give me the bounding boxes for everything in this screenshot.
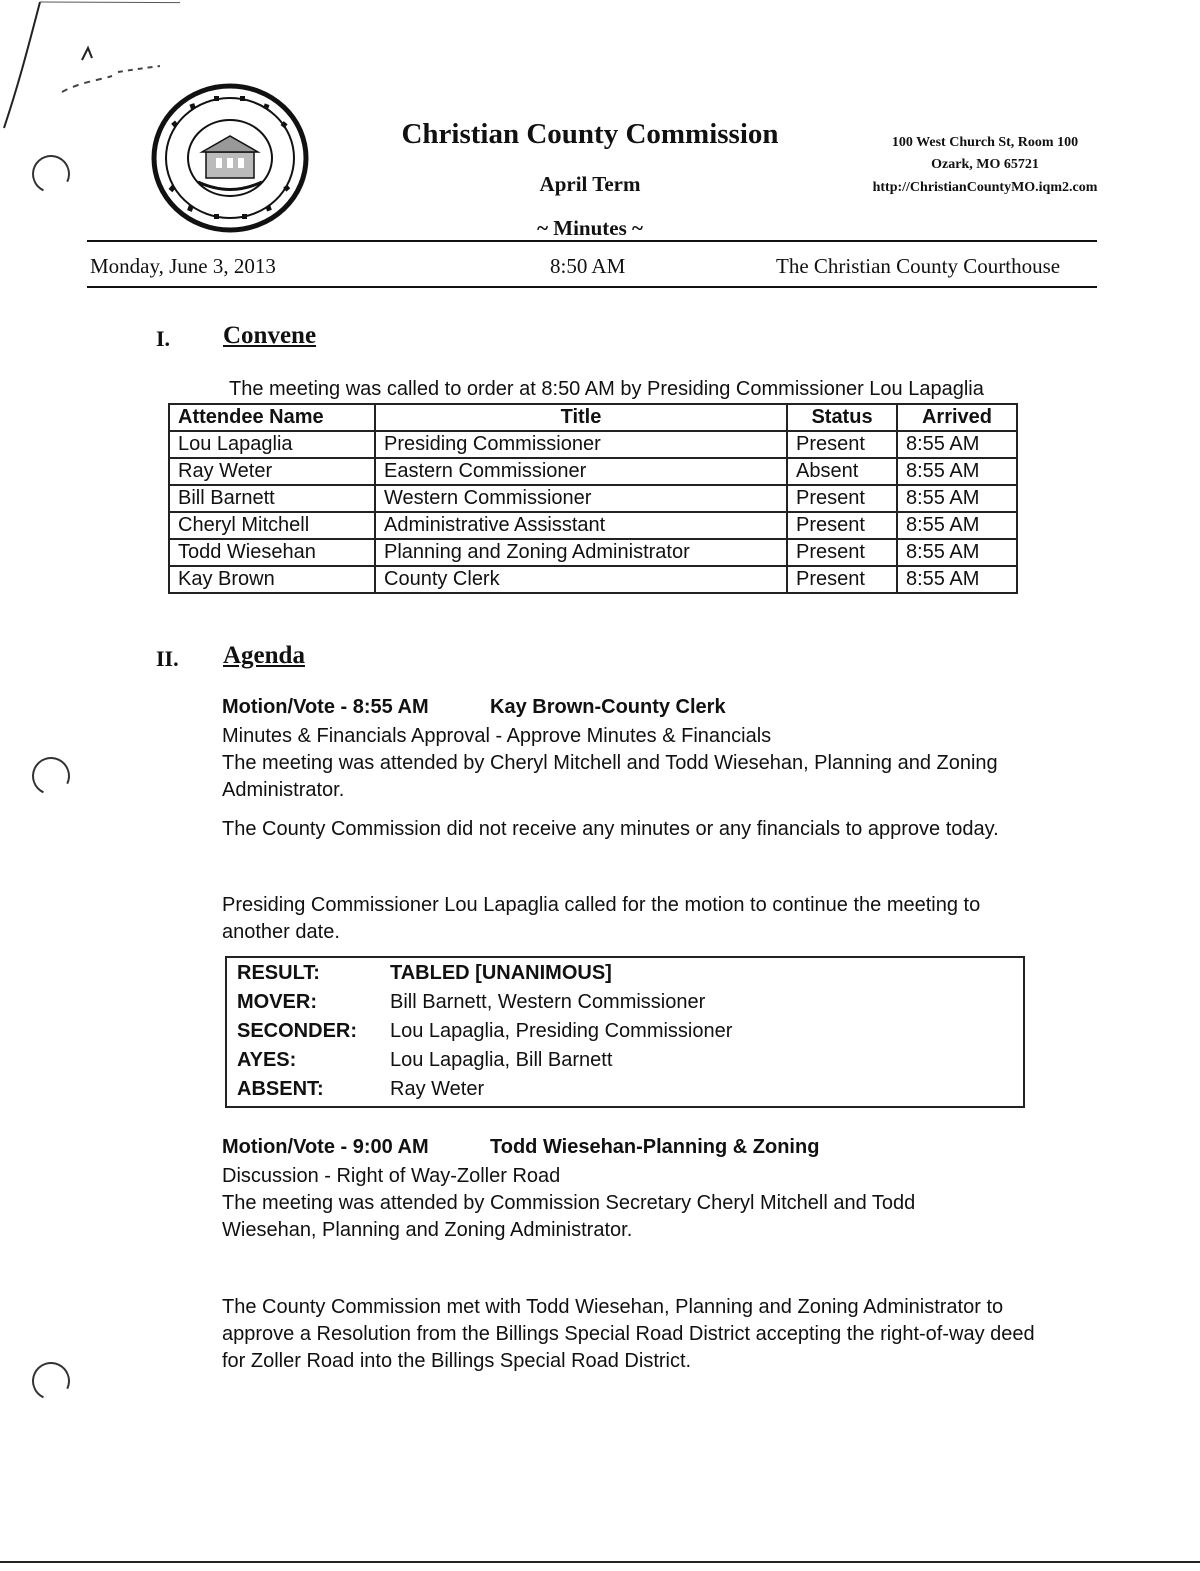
convene-intro: The meeting was called to order at 8:50 AM by Presiding Commissioner Lou Lapaglia — [229, 378, 984, 400]
motion-heading-presenter: Kay Brown-County Clerk — [490, 696, 726, 718]
attendee-title: County Clerk — [375, 566, 787, 593]
website-link[interactable]: http://ChristianCountyMO.iqm2.com — [872, 180, 1098, 195]
seconder-label: SECONDER: — [237, 1020, 358, 1042]
attendee-title: Planning and Zoning Administrator — [375, 539, 787, 566]
attendee-arrived: 8:55 AM — [897, 458, 1017, 485]
attendee-status: Present — [787, 539, 897, 566]
motion-subject: Minutes & Financials Approval - Approve Minutes & Financials — [222, 725, 772, 747]
meeting-date: Monday, June 3, 2013 — [90, 254, 276, 278]
attendee-status: Present — [787, 566, 897, 593]
attendee-title: Western Commissioner — [375, 485, 787, 512]
attendee-name: Bill Barnett — [169, 485, 375, 512]
column-header-name: Attendee Name — [169, 404, 375, 431]
column-header-status: Status — [787, 404, 897, 431]
document-type: ~ Minutes ~ — [537, 216, 643, 240]
attendee-row — [169, 431, 1017, 458]
punch-hole-middle — [27, 752, 76, 801]
ayes-label: AYES: — [237, 1049, 297, 1071]
meeting-time: 8:50 AM — [550, 254, 626, 278]
column-header-arrived: Arrived — [897, 404, 1017, 431]
attendee-status: Present — [787, 431, 897, 458]
mover-label: MOVER: — [237, 991, 317, 1013]
attendee-title: Eastern Commissioner — [375, 458, 787, 485]
organization-name: Christian County Commission — [401, 118, 779, 150]
meeting-term: April Term — [539, 172, 641, 196]
meeting-location: The Christian County Courthouse — [776, 254, 1061, 278]
motion-2-heading-time: Motion/Vote - 9:00 AM — [222, 1136, 429, 1158]
attendee-header-row — [169, 404, 1017, 431]
motion-note: The County Commission did not receive any minutes or any financials to approve today. — [222, 818, 999, 840]
attendee-row — [169, 566, 1017, 593]
attendee-table — [168, 403, 1018, 594]
section-number-convene: I. — [156, 326, 171, 351]
motion-request: Presiding Commissioner Lou Lapaglia called for the motion to continue the meeting to another date. — [222, 894, 981, 943]
attendee-arrived: 8:55 AM — [897, 512, 1017, 539]
motion-2-heading-presenter: Todd Wiesehan-Planning & Zoning — [490, 1136, 820, 1158]
result-label: RESULT: — [237, 962, 320, 984]
section-title-convene: Convene — [223, 322, 317, 349]
absent-label: ABSENT: — [237, 1078, 324, 1100]
address-line-2: Ozark, MO 65721 — [931, 157, 1039, 172]
attendee-name: Cheryl Mitchell — [169, 512, 375, 539]
attendee-title: Administrative Assisstant — [375, 512, 787, 539]
vote-result-box — [225, 956, 1025, 1108]
section-number-agenda: II. — [156, 646, 179, 671]
motion-2-note: The County Commission met with Todd Wiesehan, Planning and Zoning Administrator to approve a Resolution from the Billings Special Road District accepting the right-of-way deed for Zoller Road into the Billings Special Road District. — [222, 1296, 1035, 1372]
attendee-name: Lou Lapaglia — [169, 431, 375, 458]
column-header-title: Title — [375, 404, 787, 431]
attendee-row — [169, 539, 1017, 566]
punch-hole-top — [27, 150, 76, 199]
header-rule-bottom — [87, 286, 1097, 288]
attendee-arrived: 8:55 AM — [897, 431, 1017, 458]
absent-value: Ray Weter — [390, 1078, 485, 1100]
attendee-arrived: 8:55 AM — [897, 539, 1017, 566]
attendee-row — [169, 458, 1017, 485]
attendee-status: Present — [787, 512, 897, 539]
attendee-title: Presiding Commissioner — [375, 431, 787, 458]
punch-hole-bottom — [27, 1357, 76, 1406]
attendee-status: Absent — [787, 458, 897, 485]
motion-2-attendance: The meeting was attended by Commission Secretary Cheryl Mitchell and Todd Wiesehan, Planning and Zoning Administrator. — [222, 1192, 916, 1241]
attendee-row — [169, 512, 1017, 539]
ayes-value: Lou Lapaglia, Bill Barnett — [390, 1049, 613, 1071]
result-value: TABLED [UNANIMOUS] — [390, 962, 612, 984]
attendee-arrived: 8:55 AM — [897, 566, 1017, 593]
seconder-value: Lou Lapaglia, Presiding Commissioner — [390, 1020, 733, 1042]
attendee-name: Kay Brown — [169, 566, 375, 593]
section-title-agenda: Agenda — [223, 642, 305, 669]
mover-value: Bill Barnett, Western Commissioner — [390, 991, 706, 1013]
header-rule-top — [87, 240, 1097, 242]
motion-heading-time: Motion/Vote - 8:55 AM — [222, 696, 429, 718]
attendee-name: Ray Weter — [169, 458, 375, 485]
county-seal — [150, 82, 310, 234]
motion-2-subject: Discussion - Right of Way-Zoller Road — [222, 1165, 561, 1187]
page-bottom-rule — [0, 1561, 1200, 1563]
attendee-status: Present — [787, 485, 897, 512]
motion-attendance: The meeting was attended by Cheryl Mitchell and Todd Wiesehan, Planning and Zoning Administrator. — [222, 752, 998, 801]
attendee-name: Todd Wiesehan — [169, 539, 375, 566]
address-line-1: 100 West Church St, Room 100 — [891, 135, 1079, 150]
attendee-row — [169, 485, 1017, 512]
attendee-arrived: 8:55 AM — [897, 485, 1017, 512]
